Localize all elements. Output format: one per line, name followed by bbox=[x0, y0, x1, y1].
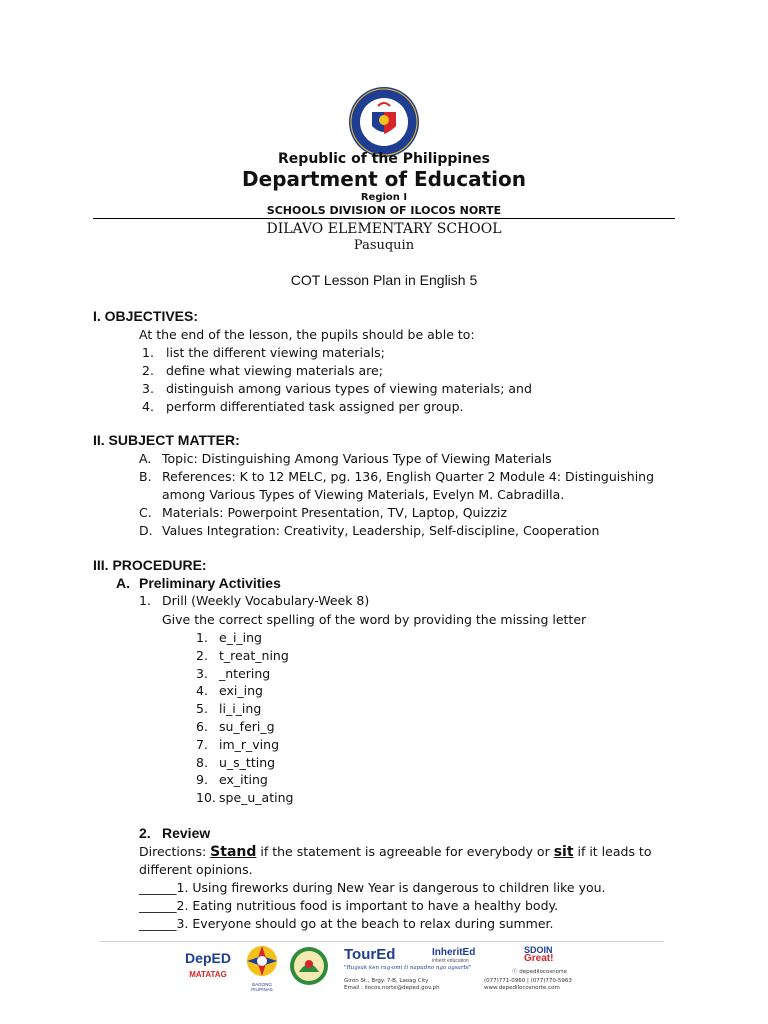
objective-item: define what viewing materials are; bbox=[166, 363, 383, 378]
bagong-pilipinas-emblem bbox=[243, 944, 281, 978]
vocabulary-word: li_i_ing bbox=[219, 701, 262, 717]
footer-divider bbox=[100, 941, 664, 942]
word-number: 4. bbox=[196, 683, 208, 699]
region-heading: Region I bbox=[360, 192, 408, 203]
word-number: 5. bbox=[196, 701, 208, 717]
department-heading: Department of Education bbox=[242, 167, 526, 191]
directions-label: Directions: bbox=[139, 844, 211, 859]
toured-tagline: "Rugsak ken rag-omi ti napudno nga agsarbi" bbox=[344, 965, 472, 971]
word-number: 2. bbox=[196, 647, 208, 663]
school-name: DILAVO ELEMENTARY SCHOOL bbox=[266, 221, 502, 237]
subject-matter-letter: B. bbox=[139, 469, 152, 484]
great-logo-text: Great! bbox=[524, 953, 554, 964]
word-number: 10. bbox=[196, 790, 216, 806]
vocabulary-word: exi_ing bbox=[219, 683, 263, 699]
facebook-handle bbox=[512, 967, 567, 975]
republic-heading: Republic of the Philippines bbox=[278, 151, 490, 167]
stand-keyword: Stand bbox=[210, 844, 257, 860]
review-num: 2. bbox=[139, 825, 151, 841]
word-number: 9. bbox=[196, 772, 208, 788]
preliminary-activities-heading: Preliminary Activities bbox=[139, 575, 281, 591]
objectives-heading: I. OBJECTIVES: bbox=[93, 308, 199, 324]
word-number: 7. bbox=[196, 736, 208, 752]
subject-matter-letter: D. bbox=[139, 523, 153, 538]
bagong-pilipinas-logo bbox=[243, 944, 281, 992]
sdoin-great-logo bbox=[524, 945, 584, 964]
matatag-logo-text: MATATAG bbox=[189, 970, 227, 979]
footer-email: Email : ilocos.norte@deped.gov.ph bbox=[344, 985, 440, 991]
drill-instruction: Give the correct spelling of the word by providing the missing letter bbox=[162, 612, 587, 627]
footer-address: Giron St., Brgy. 7-B, Laoag City bbox=[344, 978, 429, 984]
procedure-heading: III. PROCEDURE: bbox=[93, 557, 207, 573]
subject-matter-item: among Various Types of Viewing Materials, Evelyn M. Cabradilla. bbox=[162, 487, 565, 502]
deped-seal-logo bbox=[348, 86, 420, 158]
facebook-handle-text: depedilocosnorte bbox=[519, 969, 567, 975]
facebook-icon: ⓕ bbox=[512, 969, 518, 975]
inherited-subtext: inherit education bbox=[432, 958, 469, 964]
word-number: 1. bbox=[196, 630, 208, 645]
header-divider bbox=[93, 218, 675, 219]
bagong-pilipinas-text: BAGONG PILIPINAS bbox=[251, 982, 273, 992]
document-title: COT Lesson Plan in English 5 bbox=[290, 272, 478, 288]
objective-item: distinguish among various types of viewing materials; and bbox=[166, 381, 532, 396]
objective-number: 2. bbox=[142, 363, 154, 378]
vocabulary-word: t_reat_ning bbox=[219, 647, 289, 663]
footer-phone: (077)771-0960 | (077)770-5963 bbox=[484, 978, 572, 984]
review-directions bbox=[139, 843, 651, 861]
review-statement: ______1. Using fireworks during New Year is dangerous to children like you. bbox=[139, 880, 606, 895]
review-statement: ______3. Everyone should go at the beach to relax during summer. bbox=[139, 916, 554, 931]
drill-title: Drill (Weekly Vocabulary-Week 8) bbox=[162, 593, 370, 608]
toured-logo-text: TourEd bbox=[344, 946, 396, 963]
vocabulary-word: su_feri_g bbox=[219, 719, 275, 734]
subject-matter-letter: C. bbox=[139, 505, 152, 520]
vocabulary-word: _ntering bbox=[219, 665, 271, 681]
word-number: 3. bbox=[196, 665, 208, 681]
objective-number: 1. bbox=[142, 345, 154, 360]
deped-matatag-logo bbox=[184, 946, 232, 986]
review-heading: Review bbox=[162, 825, 211, 841]
inherited-logo-text: InheritEd bbox=[432, 947, 476, 958]
inherited-logo bbox=[432, 947, 502, 964]
subject-matter-letter: A. bbox=[139, 451, 152, 466]
word-number: 6. bbox=[196, 719, 208, 734]
vocabulary-word: ex_iting bbox=[219, 772, 268, 788]
division-heading: SCHOOLS DIVISION OF ILOCOS NORTE bbox=[266, 204, 502, 217]
objective-number: 4. bbox=[142, 399, 154, 414]
subject-matter-item: Materials: Powerpoint Presentation, TV, Laptop, Quizziz bbox=[162, 505, 508, 520]
subject-matter-item: Topic: Distinguishing Among Various Type of Viewing Materials bbox=[162, 451, 552, 466]
directions-mid: if the statement is agreeable for everybody or bbox=[256, 844, 554, 859]
objective-item: list the different viewing materials; bbox=[166, 345, 385, 360]
school-town: Pasuquin bbox=[353, 238, 415, 253]
deped-logo-text: DepED bbox=[185, 950, 231, 966]
review-statement: ______2. Eating nutritious food is important to have a healthy body. bbox=[139, 898, 559, 913]
preliminary-num: A. bbox=[116, 575, 130, 591]
vocabulary-word: u_s_tting bbox=[219, 754, 276, 770]
objective-number: 3. bbox=[142, 381, 154, 396]
subject-matter-item: References: K to 12 MELC, pg. 136, English Quarter 2 Module 4: Distinguishing bbox=[162, 469, 655, 484]
directions-end: if it leads to bbox=[573, 844, 652, 859]
subject-matter-heading: II. SUBJECT MATTER: bbox=[93, 432, 240, 448]
vocabulary-word: e_i_ing bbox=[219, 630, 262, 645]
word-number: 8. bbox=[196, 754, 208, 770]
footer-website: www.depedilocosnorte.com bbox=[484, 985, 560, 991]
objectives-intro: At the end of the lesson, the pupils should be able to: bbox=[139, 327, 475, 342]
vocabulary-word: spe_u_ating bbox=[219, 790, 294, 806]
vocabulary-word: im_r_ving bbox=[219, 736, 280, 752]
sit-keyword: sit bbox=[553, 844, 574, 860]
schools-division-seal-logo bbox=[289, 946, 329, 986]
objective-item: perform differentiated task assigned per group. bbox=[166, 399, 464, 414]
subject-matter-item: Values Integration: Creativity, Leadership, Self-discipline, Cooperation bbox=[162, 523, 600, 538]
drill-num: 1. bbox=[139, 593, 151, 608]
sdoin-logo-text: SDOIN bbox=[524, 945, 553, 955]
review-directions-line2: different opinions. bbox=[139, 862, 253, 877]
